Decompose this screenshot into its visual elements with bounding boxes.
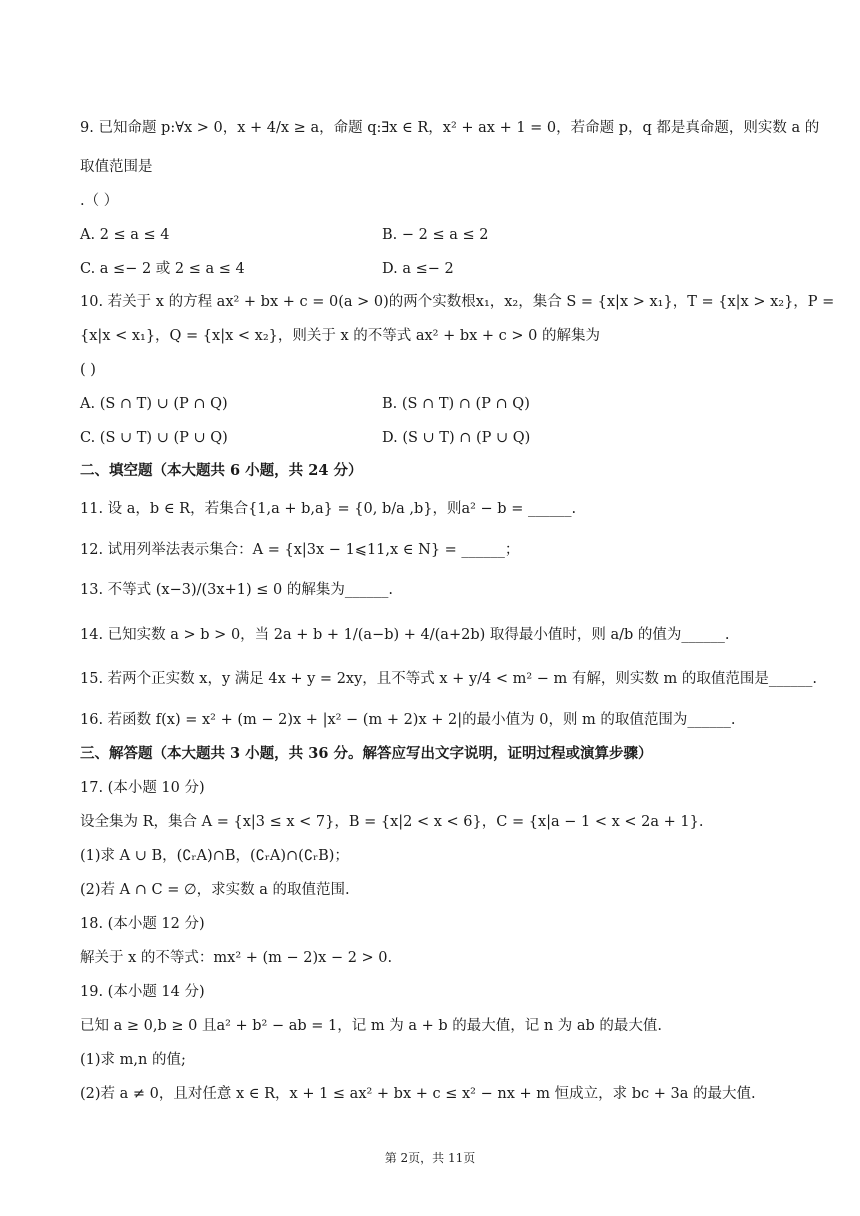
q19-heading: 19. (本小题 14 分) <box>80 984 205 1000</box>
q10-option-b: B. (S ∩ T) ∩ (P ∩ Q) <box>382 396 530 412</box>
q9-stem-line1: 9. 已知命题 p:∀x > 0，x + 4/x ≥ a，命题 q:∃x ∈ R，x² + ax + 1 = 0，若命题 p，q 都是真命题，则实数 a 的 <box>80 120 820 136</box>
q9-answer-bracket: .（ ） <box>80 193 119 209</box>
section-fill-in-title: 二、填空题（本大题共 6 小题，共 24 分） <box>80 462 363 479</box>
q14-text: 14. 已知实数 a > b > 0，当 2a + b + 1/(a−b) + 4/(a+2b) 取得最小值时，则 a/b 的值为______. <box>80 627 730 643</box>
q13-text: 13. 不等式 (x−3)/(3x+1) ≤ 0 的解集为______. <box>80 582 393 598</box>
q12-text: 12. 试用列举法表示集合：A = {x|3x − 1⩽11,x ∈ N} = ______； <box>80 542 520 558</box>
q10-answer-bracket: ( ) <box>80 362 96 378</box>
q9-option-c: C. a ≤− 2 或 2 ≤ a ≤ 4 <box>80 261 245 277</box>
q10-stem-line2: {x|x < x₁}，Q = {x|x < x₂}，则关于 x 的不等式 ax² + bx + c > 0 的解集为 <box>80 328 601 344</box>
q15-text: 15. 若两个正实数 x，y 满足 4x + y = 2xy，且不等式 x + y/4 < m² − m 有解，则实数 m 的取值范围是______. <box>80 671 817 687</box>
q9-option-d: D. a ≤− 2 <box>382 261 454 277</box>
section-answer-title: 三、解答题（本大题共 3 小题，共 36 分。解答应写出文字说明，证明过程或演算步骤） <box>80 745 653 762</box>
q11-text: 11. 设 a，b ∈ R，若集合{1,a + b,a} = {0, b/a ,b}，则a² − b = ______. <box>80 501 577 517</box>
q9-option-b: B. − 2 ≤ a ≤ 2 <box>382 227 489 243</box>
q10-option-a: A. (S ∩ T) ∪ (P ∩ Q) <box>80 396 228 412</box>
q19-part1: (1)求 m,n 的值; <box>80 1052 186 1068</box>
q16-text: 16. 若函数 f(x) = x² + (m − 2)x + |x² − (m + 2)x + 2|的最小值为 0，则 m 的取值范围为______. <box>80 712 736 728</box>
q10-option-c: C. (S ∪ T) ∪ (P ∪ Q) <box>80 430 228 446</box>
q19-part2: (2)若 a ≠ 0，且对任意 x ∈ R，x + 1 ≤ ax² + bx + c ≤ x² − nx + m 恒成立，求 bc + 3a 的最大值. <box>80 1086 756 1102</box>
q18-stem: 解关于 x 的不等式：mx² + (m − 2)x − 2 > 0. <box>80 950 393 966</box>
q9-stem-line2: 取值范围是 <box>80 159 153 175</box>
q17-part2: (2)若 A ∩ C = ∅，求实数 a 的取值范围. <box>80 882 350 898</box>
q19-stem: 已知 a ≥ 0,b ≥ 0 且a² + b² − ab = 1，记 m 为 a + b 的最大值，记 n 为 ab 的最大值. <box>80 1018 663 1034</box>
q17-heading: 17. (本小题 10 分) <box>80 780 205 796</box>
q10-stem-line1: 10. 若关于 x 的方程 ax² + bx + c = 0(a > 0)的两个实数根x₁，x₂，集合 S = {x|x > x₁}，T = {x|x > x₂}，P = <box>80 294 835 310</box>
page-number-footer: 第 2页，共 11页 <box>384 1151 476 1165</box>
q10-option-d: D. (S ∪ T) ∩ (P ∪ Q) <box>382 430 531 446</box>
q18-heading: 18. (本小题 12 分) <box>80 916 205 932</box>
q17-stem: 设全集为 R，集合 A = {x|3 ≤ x < 7}，B = {x|2 < x < 6}，C = {x|a − 1 < x < 2a + 1}. <box>80 814 704 830</box>
q9-option-a: A. 2 ≤ a ≤ 4 <box>80 227 170 243</box>
q17-part1: (1)求 A ∪ B，(∁ᵣA)∩B，(∁ᵣA)∩(∁ᵣB)； <box>80 848 349 864</box>
